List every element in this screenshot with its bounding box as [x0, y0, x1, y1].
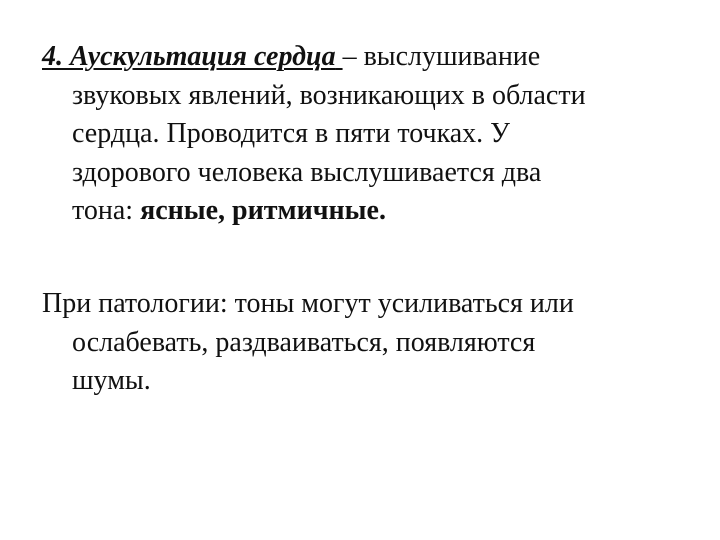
heading-term — [42, 41, 343, 72]
term-title: Аускультация сердца — [70, 41, 336, 72]
paragraph2-line-1: При патологии: тоны могут усиливаться или — [42, 288, 574, 319]
em-dash: – — [342, 41, 357, 72]
pathology-paragraph — [42, 285, 682, 401]
tones-prefix: тона: — [72, 195, 134, 226]
paragraph1-line-4: здорового человека выслушивается два — [72, 156, 542, 188]
paragraph1-line-3: сердца. Проводится в пяти точках. У — [72, 118, 511, 149]
auscultation-paragraph — [42, 38, 682, 231]
paragraph1-line-5 — [42, 192, 682, 231]
paragraph2-line-2: ослабевать, раздваиваться, появляются — [72, 326, 536, 358]
item-number: 4. — [42, 41, 63, 72]
paragraph2-line-3: шумы. — [72, 365, 151, 396]
paragraph1-line-2: звуковых явлений, возникающих в области — [72, 79, 586, 111]
tones-description: ясные, ритмичные. — [140, 195, 386, 226]
paragraph1-line-1 — [42, 38, 682, 77]
definition-start: выслушивание — [363, 41, 541, 72]
